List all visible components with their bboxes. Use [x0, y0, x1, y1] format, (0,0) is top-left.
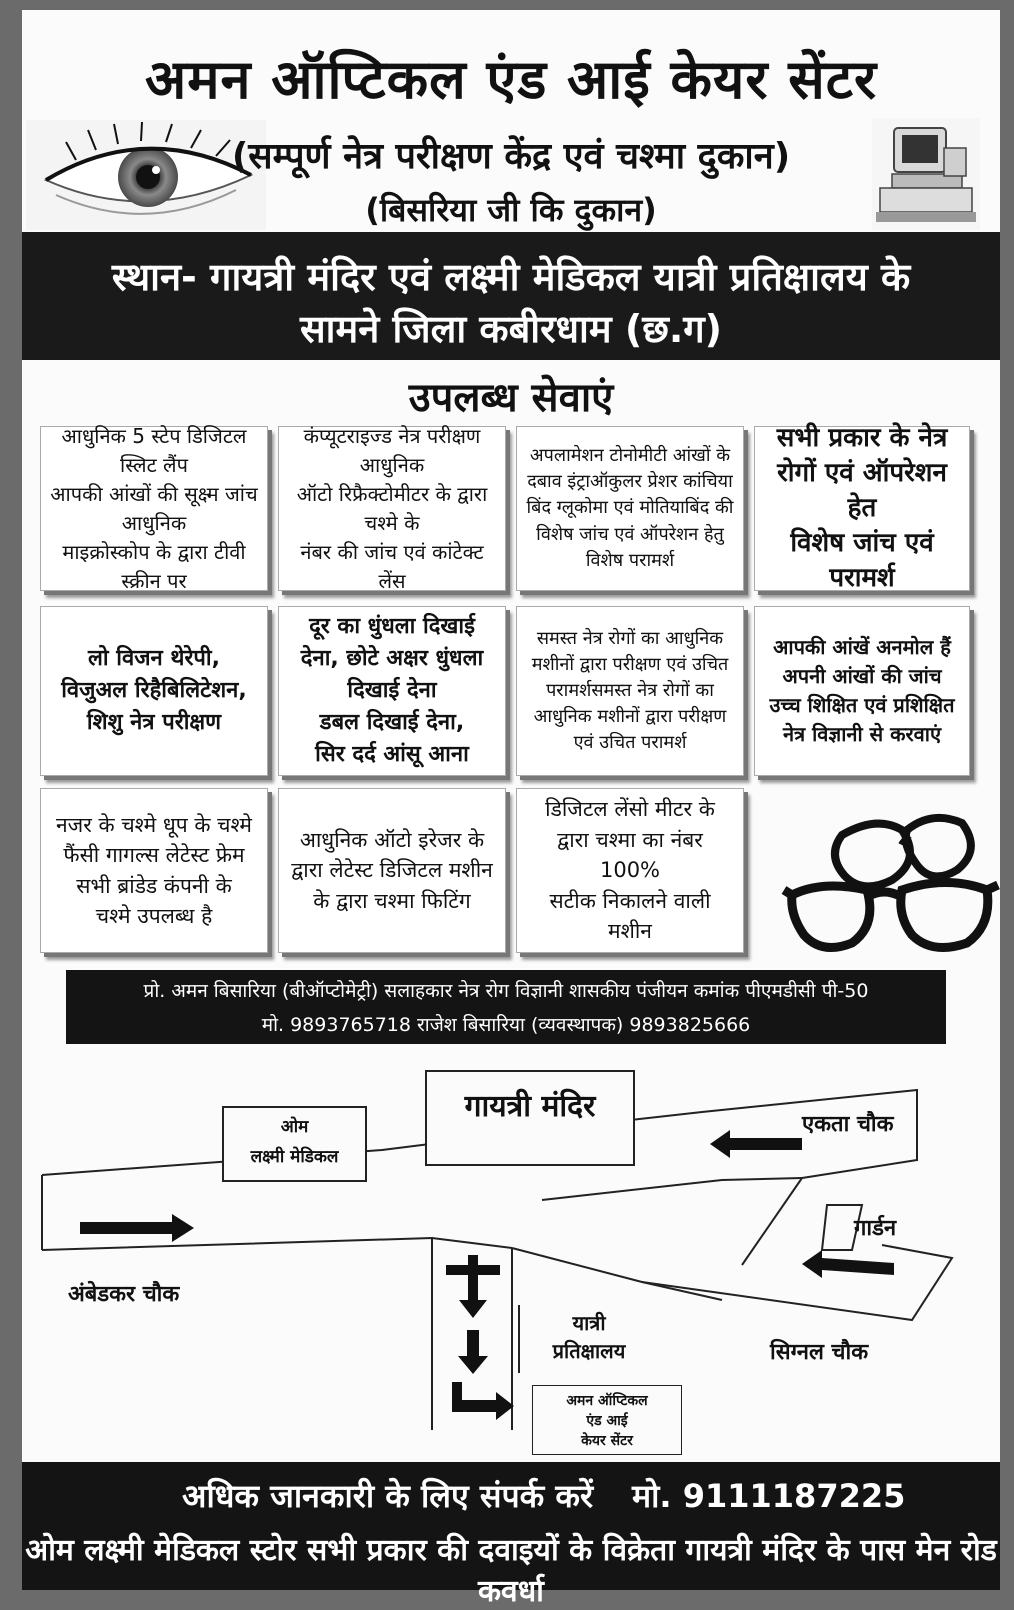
- service-card-all-eye-diseases: सभी प्रकार के नेत्र रोगों एवं ऑपरेशन हेत विशेष जांच एवं परामर्श: [754, 426, 970, 591]
- service-card-modern-machines: समस्त नेत्र रोगों का आधुनिक मशीनों द्वारा परीक्षण एवं उचित परामर्शसमस्त नेत्र रोगों का आधुनिक मशीनों द्वारा परीक्षण एवं उचित परामर्श: [516, 606, 744, 776]
- footer-band: [22, 1462, 1000, 1609]
- map-om-label: ओम: [280, 1117, 309, 1137]
- map-pratikshalay-label: प्रतिक्षालय: [552, 1339, 626, 1363]
- map-signal-chowk: सिग्नल चौक: [770, 1340, 869, 1365]
- map-shop-line-2: एंड आई: [586, 1413, 628, 1429]
- location-band: [22, 232, 1000, 360]
- map-shop-line-3: केयर सेंटर: [581, 1433, 633, 1449]
- footer-phone: मो. 9111187225: [632, 1477, 906, 1515]
- service-card-tonometry: अपलामेशन टोनोमीटी आंखों के दबाव इंट्राऑकुलर प्रेशर कांचिया बिंद ग्लूकोमा एवं मोतियाबिंद की विशेष जांच एवं ऑपरेशन हेतु विशेष परामर्श: [516, 426, 744, 591]
- route-map: [22, 1060, 1000, 1465]
- location-line-2: सामने जिला कबीरधाम (छ.ग): [299, 307, 723, 351]
- location-line-1: स्थान- गायत्री मंदिर एवं लक्ष्मी मेडिकल यात्री प्रतिक्षालय के: [111, 255, 911, 299]
- map-shop-line-1: अमन ऑप्टिकल: [566, 1393, 648, 1409]
- map-yatri-label: यात्री: [572, 1311, 606, 1335]
- poster-title: अमन ऑप्टिकल एंड आई केयर सेंटर: [144, 48, 878, 111]
- service-card-precious-eyes: आपकी आंखें अनमोल हैं अपनी आंखों की जांच उच्च शिक्षित एवं प्रशिक्षित नेत्र विज्ञानी से करवाएं: [754, 606, 970, 776]
- poster-subtitle: (सम्पूर्ण नेत्र परीक्षण केंद्र एवं चश्मा दुकान): [231, 136, 791, 177]
- map-yatri-pratikshalay: [518, 1305, 658, 1373]
- service-card-auto-edger: आधुनिक ऑटो इरेजर के द्वारा लेटेस्ट डिजिटल मशीन के द्वारा चश्मा फिटिंग: [278, 788, 506, 953]
- services-title: उपलब्ध सेवाएं: [408, 375, 614, 421]
- spectacles-icon: [782, 805, 1002, 955]
- footer-contact-text: अधिक जानकारी के लिए संपर्क करें: [182, 1477, 594, 1515]
- map-ekta-chowk: एकता चौक: [802, 1112, 894, 1137]
- service-card-slit-lamp: आधुनिक 5 स्टेप डिजिटल स्लिट लैंप आपकी आंखों की सूक्ष्म जांच आधुनिक माइक्रोस्कोप के द्वारा टीवी स्क्रीन पर: [40, 426, 268, 591]
- poster: [22, 10, 1000, 1609]
- service-card-spectacles: नजर के चश्मे धूप के चश्मे फैंसी गागल्स लेटेस्ट फ्रेम सभी ब्रांडेड कंपनी के चश्मे उपलब्ध है: [40, 788, 268, 953]
- doctor-info-band: [66, 970, 946, 1044]
- doctor-info-line-2: मो. 9893765718 राजेश बिसारिया (व्यवस्थापक) 9893825666: [261, 1014, 751, 1036]
- service-card-low-vision-therapy: लो विजन थेरेपी, विजुअल रिहैबिलिटेशन, शिशु नेत्र परीक्षण: [40, 606, 268, 776]
- map-shop-location: [532, 1385, 682, 1455]
- doctor-info-line-1: प्रो. अमन बिसारिया (बीऑप्टोमेट्री) सलाहकार नेत्र रोग विज्ञानी शासकीय पंजीयन कमांक पीएमडीसी पी-50: [143, 980, 869, 1002]
- map-ambedkar-chowk: अंबेडकर चौक: [68, 1282, 180, 1307]
- poster-subtitle-shop-name: (बिसरिया जी कि दुकान): [365, 191, 657, 229]
- map-gayatri-mandir: गायत्री मंदिर: [425, 1070, 635, 1166]
- footer-store-text: ओम लक्ष्मी मेडिकल स्टोर सभी प्रकार की दवाइयों के विक्रेता गायत्री मंदिर के पास मेन रोड कवर्धा: [25, 1533, 997, 1609]
- map-laxmi-medical: [222, 1106, 367, 1182]
- service-card-symptoms: दूर का धुंधला दिखाई देना, छोटे अक्षर धुंधला दिखाई देना डबल दिखाई देना, सिर दर्द आंसू आना: [278, 606, 506, 776]
- map-garden: गार्डन: [854, 1216, 897, 1241]
- map-laxmi-medical-label: लक्ष्मी मेडिकल: [250, 1147, 339, 1167]
- service-card-computerized-eye-test: कंप्यूटराइज्ड नेत्र परीक्षण आधुनिक ऑटो रिफ्रैक्टोमीटर के द्वारा चश्मे के नंबर की जांच एवं कांटेक्ट लेंस: [278, 426, 506, 591]
- service-card-lensometer: डिजिटल लेंसो मीटर के द्वारा चश्मा का नंबर 100% सटीक निकालने वाली मशीन: [516, 788, 744, 953]
